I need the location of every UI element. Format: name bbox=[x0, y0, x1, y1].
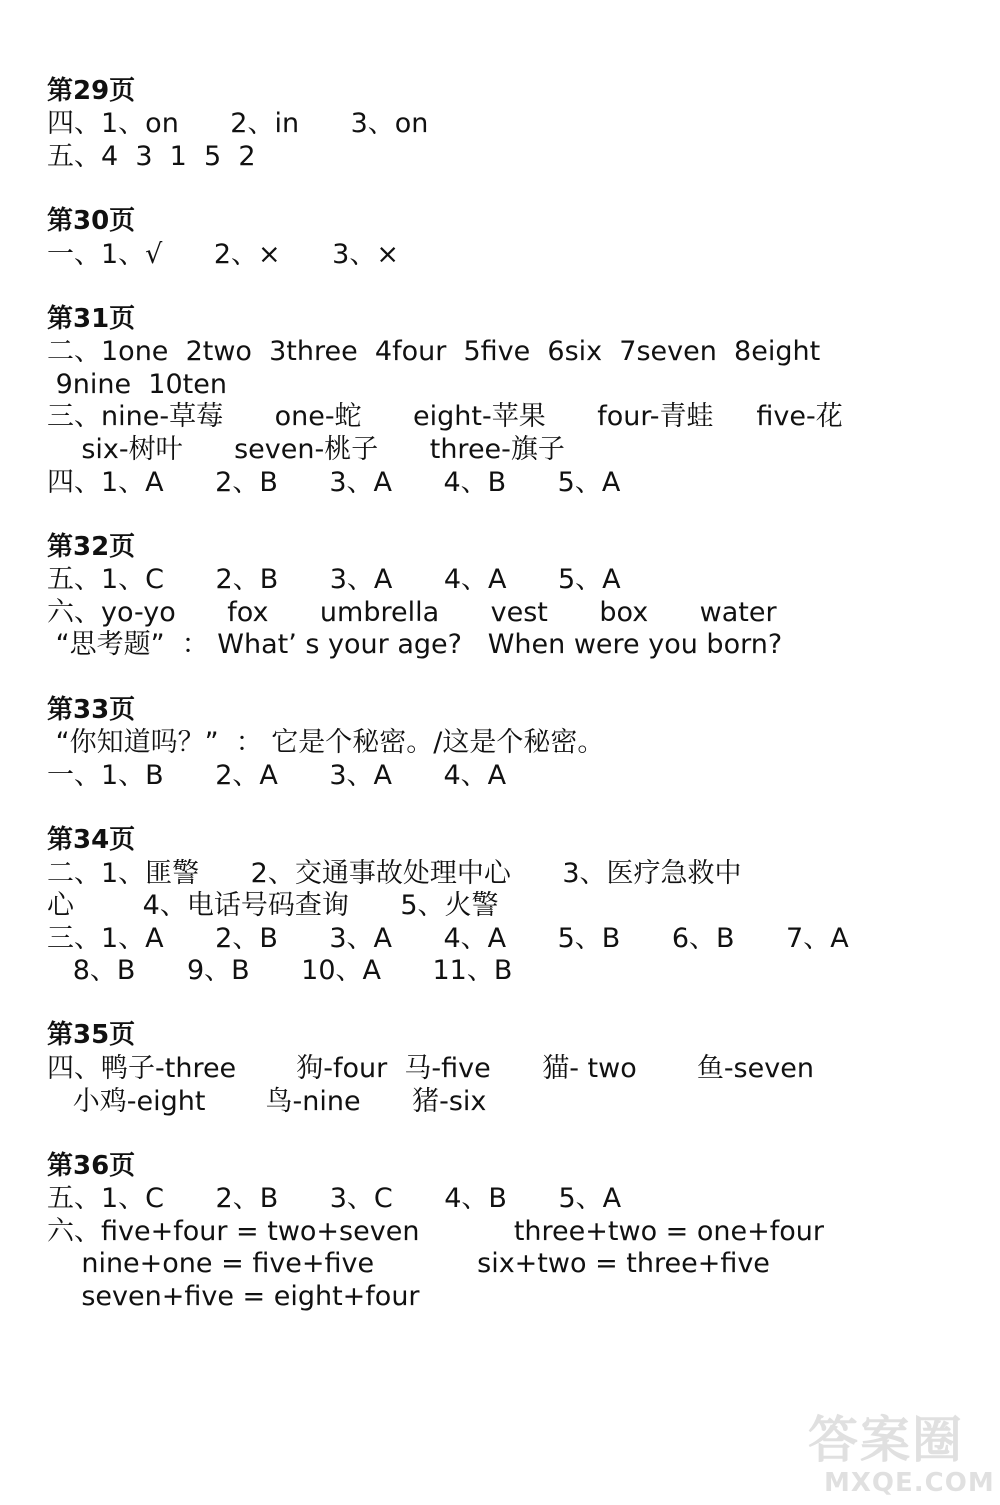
answer-line: 9nine 10ten bbox=[47, 369, 227, 400]
answer-line: 一、1、B 2、A 3、A 4、A bbox=[47, 760, 507, 791]
answer-line: 六、yo-yo fox umbrella vest box water bbox=[47, 597, 777, 628]
answer-line: 小鸡-eight 鸟-nine 猪-six bbox=[47, 1086, 487, 1117]
watermark-logo bbox=[808, 1412, 993, 1498]
section-heading: 第33页 bbox=[47, 695, 136, 725]
answer-line: 五、1、C 2、B 3、A 4、A 5、A bbox=[47, 564, 621, 595]
answer-line: 二、1、匪警 2、交通事故处理中心 3、医疗急救中 bbox=[47, 858, 742, 889]
answer-line: 六、five+four = two+seven three+two = one+four bbox=[47, 1216, 824, 1247]
answer-line: 8、B 9、B 10、A 11、B bbox=[47, 955, 513, 986]
answer-line: 一、1、√ 2、× 3、× bbox=[47, 239, 399, 270]
section-heading: 第30页 bbox=[47, 206, 136, 236]
section-heading: 第35页 bbox=[47, 1020, 136, 1050]
answer-line: 三、nine-草莓 one-蛇 eight-苹果 four-青蛙 five-花 bbox=[47, 401, 843, 432]
section-heading: 第31页 bbox=[47, 304, 136, 334]
answer-line: “你知道吗？” ： 它是个秘密。/这是个秘密。 bbox=[47, 727, 605, 758]
answer-line: nine+one = five+five six+two = three+five bbox=[47, 1248, 770, 1279]
watermark-url: MXQE.COM bbox=[824, 1468, 995, 1498]
answer-line: “思考题” ： What’ s your age? When were you born? bbox=[47, 629, 783, 660]
answer-line: six-树叶 seven-桃子 three-旗子 bbox=[47, 434, 565, 465]
answer-line: seven+five = eight+four bbox=[47, 1281, 420, 1312]
watermark-text: 答案圈 bbox=[808, 1411, 964, 1469]
answer-line: 四、1、A 2、B 3、A 4、B 5、A bbox=[47, 467, 621, 498]
answer-line: 四、1、on 2、in 3、on bbox=[47, 108, 429, 139]
answer-line: 二、1one 2two 3three 4four 5five 6six 7seven 8eight bbox=[47, 336, 821, 367]
answer-line: 四、鸭子-three 狗-four 马-five 猫- two 鱼-seven bbox=[47, 1053, 814, 1084]
answer-line: 五、1、C 2、B 3、C 4、B 5、A bbox=[47, 1183, 622, 1214]
section-heading: 第29页 bbox=[47, 76, 136, 106]
section-heading: 第36页 bbox=[47, 1151, 136, 1181]
section-heading: 第32页 bbox=[47, 532, 136, 562]
answer-line: 三、1、A 2、B 3、A 4、A 5、B 6、B 7、A bbox=[47, 923, 849, 954]
answer-line: 心 4、电话号码查询 5、火警 bbox=[47, 890, 499, 921]
answer-line: 五、4 3 1 5 2 bbox=[47, 141, 256, 172]
section-heading: 第34页 bbox=[47, 825, 136, 855]
